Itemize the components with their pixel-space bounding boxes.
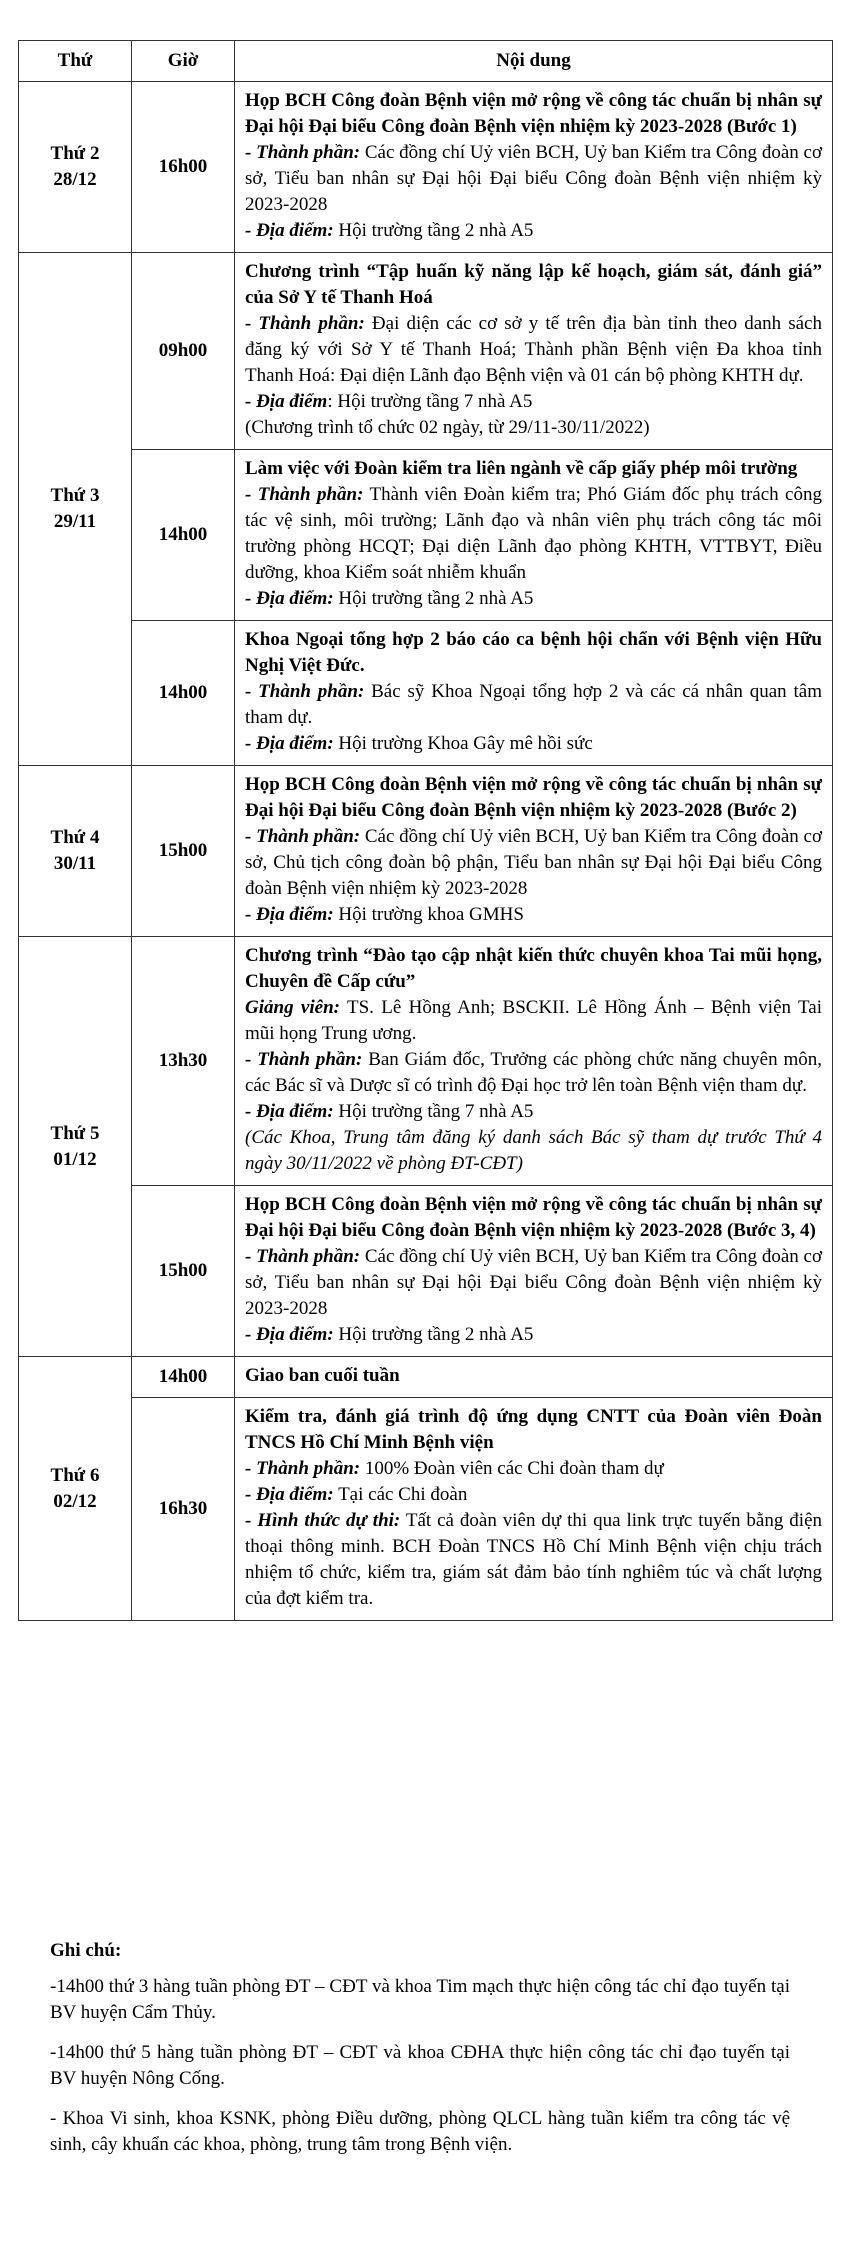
detail-label: - Thành phần: [245, 681, 365, 702]
event-title: Làm việc với Đoàn kiểm tra liên ngành về cấp giấy phép môi trường [245, 458, 798, 479]
time-cell: 14h00 [132, 621, 235, 766]
event-detail [245, 389, 822, 415]
time-cell: 16h00 [132, 82, 235, 253]
event-title: Khoa Ngoại tổng hợp 2 báo cáo ca bệnh hội chẩn với Bệnh viện Hữu Nghị Việt Đức. [245, 629, 822, 676]
day-name: Thứ 6 [50, 1464, 100, 1486]
detail-text: 100% Đoàn viên các Chi đoàn tham dự [360, 1458, 664, 1479]
schedule-body [19, 82, 833, 1621]
detail-label: - Địa điểm: [245, 904, 334, 925]
event-title: Họp BCH Công đoàn Bệnh viện mở rộng về công tác chuẩn bị nhân sự Đại hội Đại biểu Công đoàn Bệnh viện nhiệm kỳ 2023-2028 (Bước 2) [245, 774, 822, 821]
detail-label: - Thành phần: [245, 1049, 363, 1070]
event-detail [245, 1456, 822, 1482]
time-cell: 14h00 [132, 450, 235, 621]
note-item: -14h00 thứ 3 hàng tuần phòng ĐT – CĐT và khoa Tim mạch thực hiện công tác chỉ đạo tuyến tại BV huyện Cẩm Thủy. [50, 1976, 790, 2023]
day-date: 29/11 [53, 511, 97, 532]
detail-label: Giảng viên: [245, 997, 340, 1018]
content-cell [235, 937, 833, 1186]
note-item: - Khoa Vi sinh, khoa KSNK, phòng Điều dưỡng, phòng QLCL hàng tuần kiểm tra công tác vệ sinh, cây khuẩn các khoa, phòng, trung tâm trong Bệnh viện. [50, 2108, 790, 2155]
day-name: Thứ 4 [50, 827, 100, 848]
event-detail [245, 1482, 822, 1508]
detail-label: - Địa điểm: [245, 1101, 334, 1122]
detail-label: - Địa điểm: [245, 1484, 334, 1505]
content-cell [235, 621, 833, 766]
event-detail [245, 1322, 822, 1348]
event-detail [245, 1508, 822, 1612]
content-cell [235, 253, 833, 450]
header-day: Thứ [19, 41, 132, 82]
day-name: Thứ 2 [50, 143, 100, 164]
day-cell [19, 1357, 132, 1621]
event-title: Chương trình “Tập huấn kỹ năng lập kế hoạch, giám sát, đánh giá” của Sở Y tế Thanh Hoá [245, 261, 822, 308]
detail-text: Các đồng chí Uỷ viên BCH, Uỷ ban Kiểm tra Công đoàn cơ sở, Tiểu ban nhân sự Đại hội Đại biểu Công đoàn Bệnh viện nhiệm kỳ 2023-2028 [245, 142, 822, 215]
detail-label: - Hình thức dự thi: [245, 1510, 401, 1531]
schedule-row [19, 766, 833, 937]
detail-label: - Thành phần: [245, 484, 364, 505]
detail-text: Bác sỹ Khoa Ngoại tổng hợp 2 và các cá nhân quan tâm tham dự. [245, 681, 822, 728]
event-detail [245, 1047, 822, 1099]
schedule-row [19, 450, 833, 621]
event-detail [245, 731, 822, 757]
time-cell: 09h00 [132, 253, 235, 450]
event-detail [245, 482, 822, 586]
day-date: 30/11 [53, 853, 97, 874]
detail-text: Đại diện các cơ sở y tế trên địa bàn tỉnh theo danh sách đăng ký với Sở Y tế Thanh Hoá; Thành phần Bệnh viện Đa khoa tỉnh Thanh Hoá: Đại diện Lãnh đạo Bệnh viện và 01 cán bộ phòng KHTH dự. [245, 313, 822, 386]
content-cell [235, 450, 833, 621]
event-detail [245, 902, 822, 928]
header-time: Giờ [132, 41, 235, 82]
schedule-row [19, 937, 833, 1186]
notes-title: Ghi chú: [50, 1940, 122, 1961]
content-cell [235, 1357, 833, 1398]
detail-text: Hội trường tầng 7 nhà A5 [333, 1101, 534, 1122]
day-cell [19, 82, 132, 253]
day-cell [19, 253, 132, 766]
event-detail [245, 1244, 822, 1322]
event-title: Họp BCH Công đoàn Bệnh viện mở rộng về công tác chuẩn bị nhân sự Đại hội Đại biểu Công đoàn Bệnh viện nhiệm kỳ 2023-2028 (Bước 3, 4) [245, 1194, 822, 1241]
event-title: Kiểm tra, đánh giá trình độ ứng dụng CNTT của Đoàn viên Đoàn TNCS Hồ Chí Minh Bệnh viện [245, 1406, 822, 1453]
detail-label: - Địa điểm [245, 391, 328, 412]
event-detail [245, 586, 822, 612]
event-detail [245, 140, 822, 218]
schedule-row [19, 1357, 833, 1398]
schedule-table [18, 40, 833, 1621]
event-detail [245, 1099, 822, 1125]
schedule-row [19, 253, 833, 450]
day-date: 01/12 [53, 1148, 97, 1170]
day-name: Thứ 5 [50, 1122, 100, 1144]
time-cell: 16h30 [132, 1398, 235, 1621]
detail-text: Hội trường Khoa Gây mê hồi sức [333, 733, 593, 754]
content-cell [235, 82, 833, 253]
notes-section [50, 1938, 790, 2172]
time-cell: 14h00 [132, 1357, 235, 1398]
detail-label: - Địa điểm: [245, 1324, 334, 1345]
detail-text: Các đồng chí Uỷ viên BCH, Uỷ ban Kiểm tra Công đoàn cơ sở, Tiểu ban nhân sự Đại hội Đại biểu Công đoàn Bệnh viện nhiệm kỳ 2023-2028 [245, 1246, 822, 1319]
detail-label: - Thành phần: [245, 142, 361, 163]
detail-text: TS. Lê Hồng Anh; BSCKII. Lê Hồng Ánh – Bệnh viện Tai mũi họng Trung ương. [245, 997, 823, 1044]
detail-label: - Địa điểm: [245, 733, 334, 754]
note-item: -14h00 thứ 5 hàng tuần phòng ĐT – CĐT và khoa CĐHA thực hiện công tác chỉ đạo tuyến tại BV huyện Nông Cống. [50, 2042, 790, 2089]
schedule-row [19, 1398, 833, 1621]
header-row [19, 41, 833, 82]
day-date: 02/12 [53, 1490, 97, 1512]
content-cell [235, 1398, 833, 1621]
day-name: Thứ 3 [50, 485, 100, 506]
header-content: Nội dung [235, 41, 833, 82]
detail-text: Thành viên Đoàn kiểm tra; Phó Giám đốc phụ trách công tác vệ sinh, môi trường; Lãnh đạo và nhân viên phụ trách công tác môi trường phòng HCQT; Đại diện Lãnh đạo phòng KHTH, VTTBYT, Điều dưỡng, khoa Kiểm soát nhiễm khuẩn [245, 484, 822, 583]
day-cell [19, 937, 132, 1357]
event-detail [245, 1125, 822, 1177]
day-date: 28/12 [53, 169, 97, 190]
detail-text: (Các Khoa, Trung tâm đăng ký danh sách Bác sỹ tham dự trước Thứ 4 ngày 30/11/2022 về phòng ĐT-CĐT) [245, 1127, 822, 1174]
event-title: Chương trình “Đào tạo cập nhật kiến thức chuyên khoa Tai mũi họng, Chuyên đề Cấp cứu” [245, 945, 822, 992]
detail-label: - Thành phần: [245, 313, 365, 334]
detail-text: Hội trường khoa GMHS [333, 904, 524, 925]
detail-text: (Chương trình tổ chức 02 ngày, từ 29/11-30/11/2022) [245, 417, 650, 438]
event-detail [245, 995, 822, 1047]
event-detail [245, 311, 822, 389]
content-cell [235, 766, 833, 937]
event-detail [245, 679, 822, 731]
time-cell: 13h30 [132, 937, 235, 1186]
event-detail [245, 415, 822, 441]
detail-text: : Hội trường tầng 7 nhà A5 [327, 391, 533, 412]
schedule-row [19, 1186, 833, 1357]
event-detail [245, 218, 822, 244]
detail-label: - Địa điểm: [245, 220, 334, 241]
detail-text: Tất cả đoàn viên dự thi qua link trực tuyến bằng điện thoại thông minh. BCH Đoàn TNCS Hồ Chí Minh Bệnh viện chịu trách nhiệm tổ chức, kiểm tra, giám sát đảm bảo tính nghiêm túc và chất lượng của đợt kiểm tra. [245, 1510, 823, 1609]
detail-label: - Thành phần: [245, 1246, 361, 1267]
detail-label: - Thành phần: [245, 826, 361, 847]
day-cell [19, 766, 132, 937]
time-cell: 15h00 [132, 1186, 235, 1357]
detail-text: Hội trường tầng 2 nhà A5 [333, 220, 534, 241]
time-cell: 15h00 [132, 766, 235, 937]
detail-text: Tại các Chi đoàn [333, 1484, 468, 1505]
detail-text: Hội trường tầng 2 nhà A5 [333, 588, 534, 609]
content-cell [235, 1186, 833, 1357]
schedule-row [19, 82, 833, 253]
event-title: Giao ban cuối tuần [245, 1365, 400, 1386]
detail-text: Ban Giám đốc, Trưởng các phòng chức năng chuyên môn, các Bác sĩ và Dược sĩ có trình độ Đại học trở lên toàn Bệnh viện tham dự. [245, 1049, 822, 1096]
event-detail [245, 824, 822, 902]
event-title: Họp BCH Công đoàn Bệnh viện mở rộng về công tác chuẩn bị nhân sự Đại hội Đại biểu Công đoàn Bệnh viện nhiệm kỳ 2023-2028 (Bước 1) [245, 90, 822, 137]
schedule-row [19, 621, 833, 766]
detail-text: Các đồng chí Uỷ viên BCH, Uỷ ban Kiểm tra Công đoàn cơ sở, Chủ tịch công đoàn bộ phận, Tiểu ban nhân sự Đại hội Đại biểu Công đoàn Bệnh viện nhiệm kỳ 2023-2028 [245, 826, 822, 899]
detail-label: - Địa điểm: [245, 588, 334, 609]
detail-label: - Thành phần: [245, 1458, 361, 1479]
detail-text: Hội trường tầng 2 nhà A5 [333, 1324, 534, 1345]
